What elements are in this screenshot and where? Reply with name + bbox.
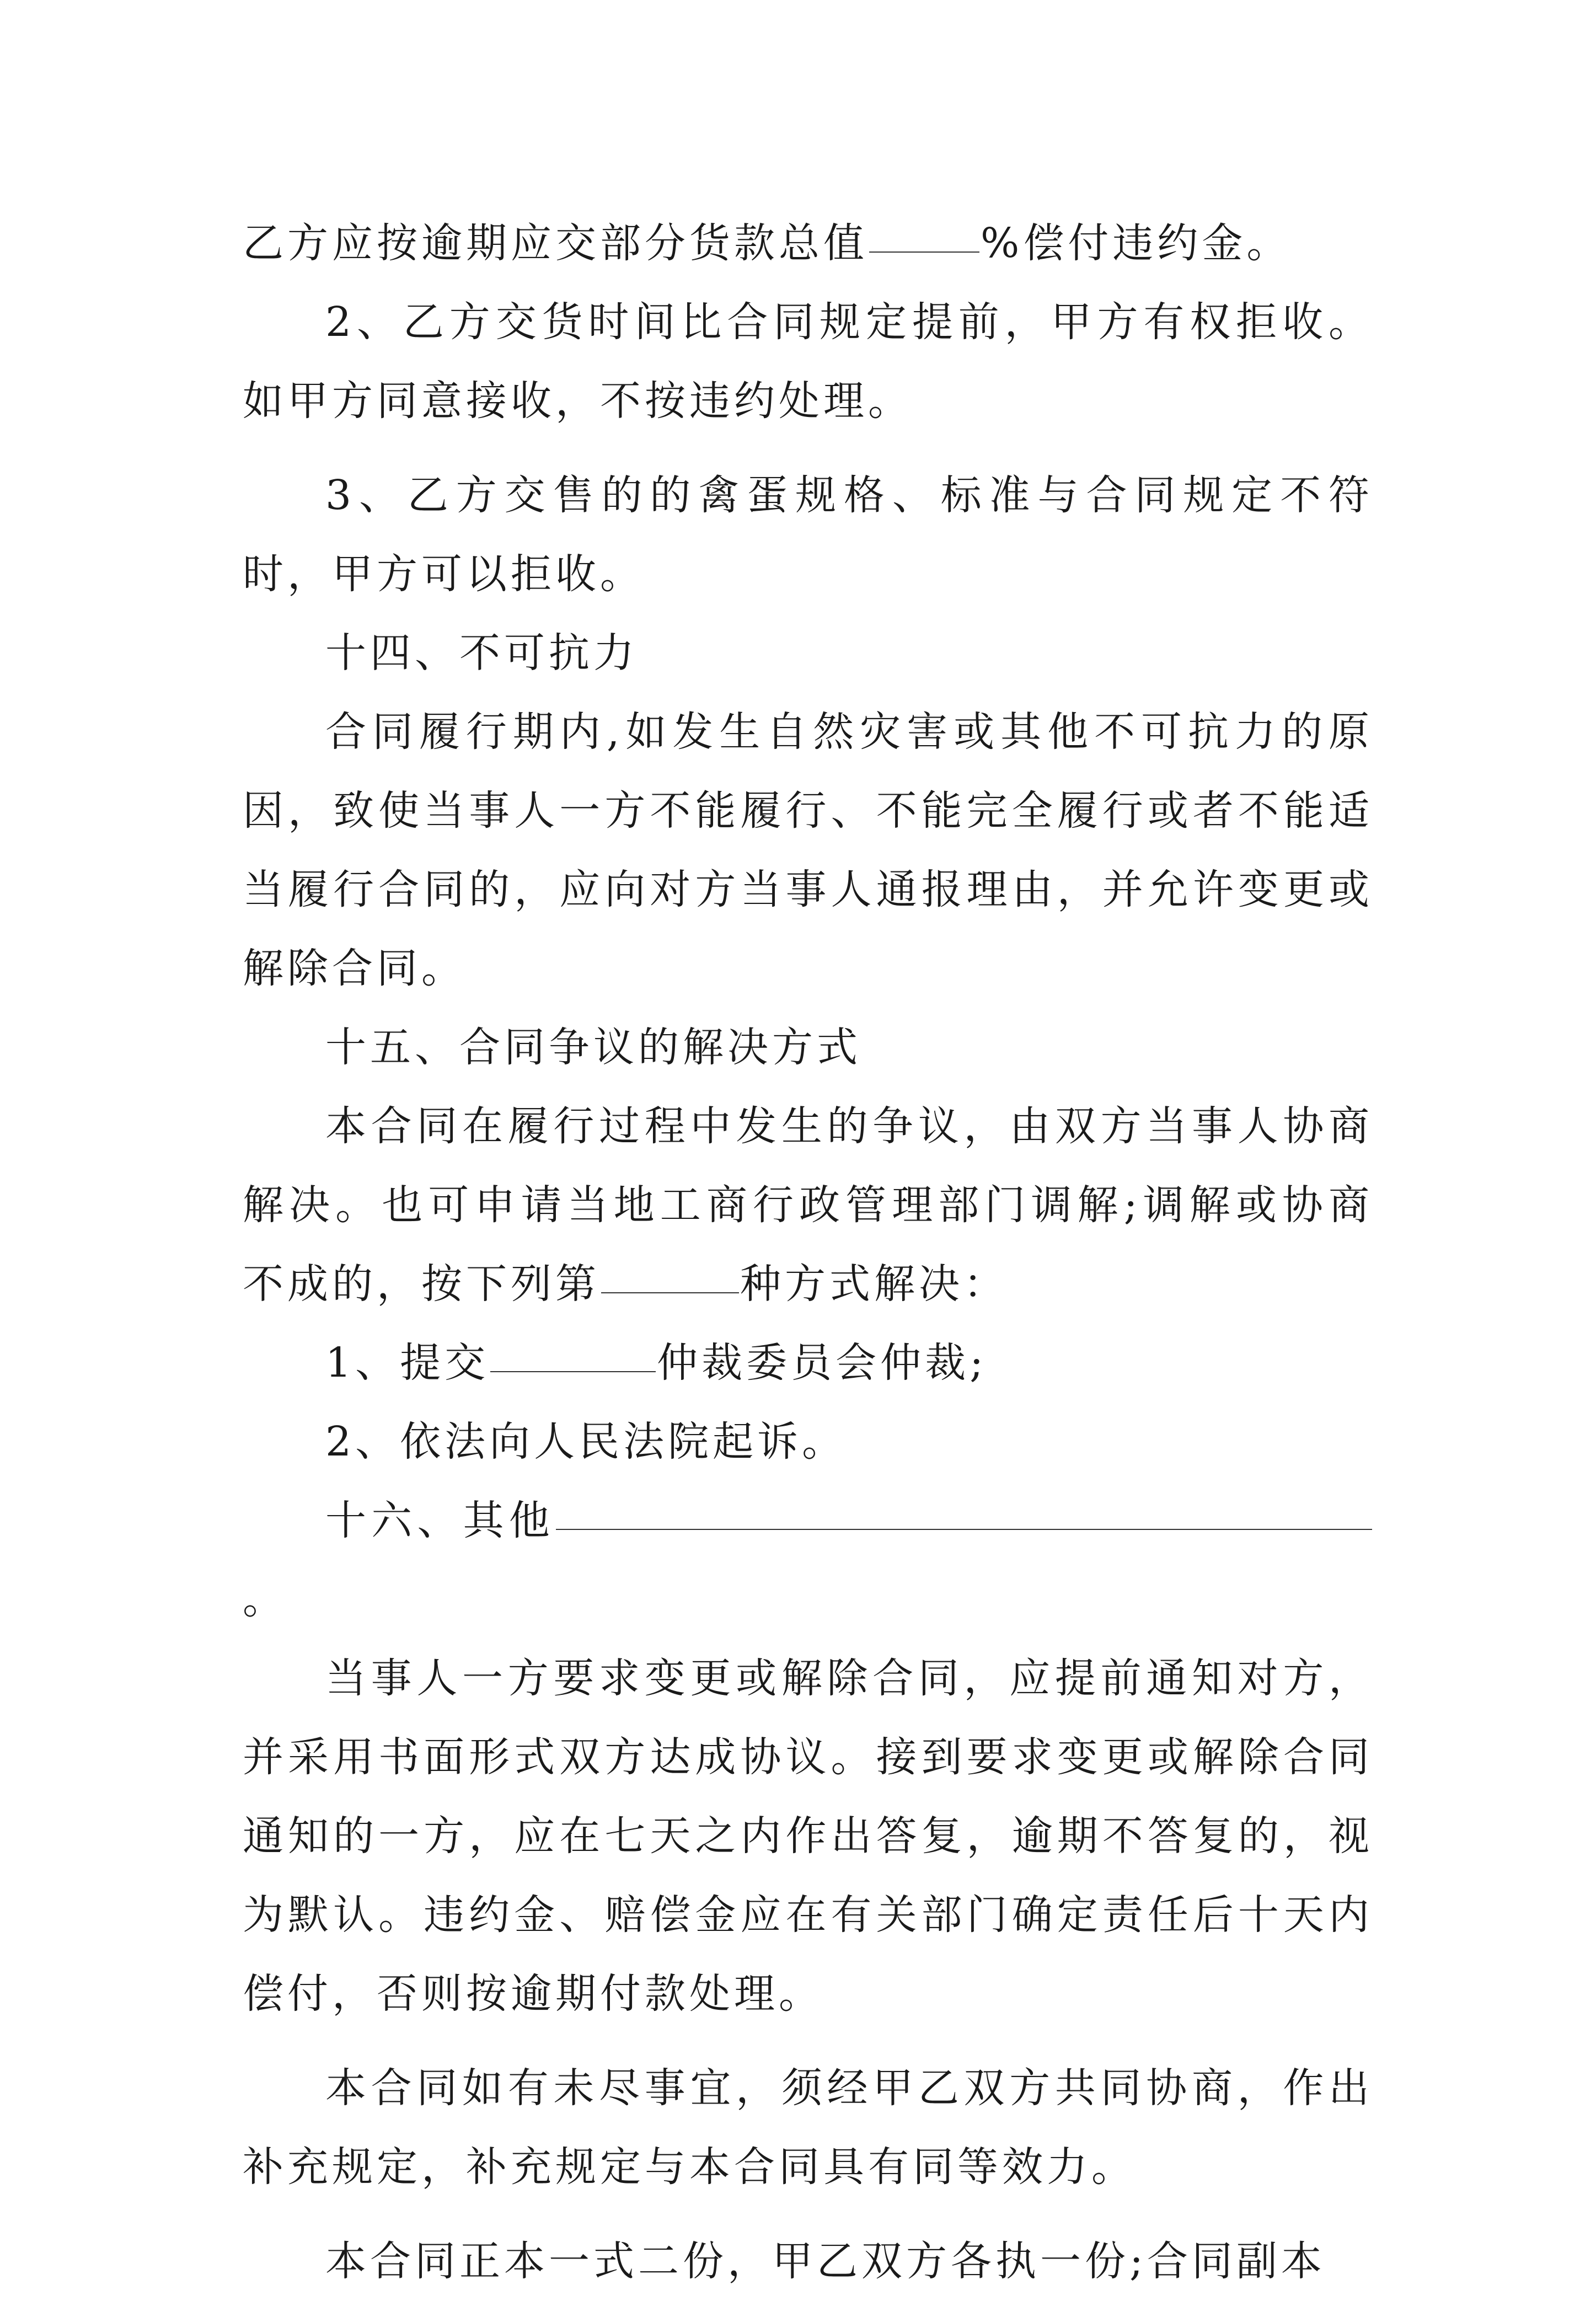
penalty-clause — [243, 204, 1373, 283]
spec-mismatch-clause: 3、乙方交售的的禽蛋规格、标准与合同规定不符时，甲方可以拒收。 — [243, 472, 1373, 598]
dispute-paragraph — [243, 1087, 1373, 1324]
other-heading-text: 十六、其他 — [325, 1497, 555, 1544]
supplement-paragraph: 本合同如有未尽事宜，须经甲乙双方共同协商，作出补充规定，补充规定与本合同具有同等效力。 — [243, 2064, 1373, 2191]
penalty-text: 乙方应按逾期应交部分货款总值 — [243, 220, 868, 267]
dispute-text: 本合同在履行过程中发生的争议，由双方当事人协商解决。也可申请当地工商行政管理部门调解;调解或协商不成的，按下列第 — [243, 1103, 1373, 1308]
arbitration-text-end: 仲裁委员会仲裁; — [657, 1339, 988, 1387]
blank-field — [869, 251, 979, 253]
blank-field — [490, 1371, 656, 1372]
document-body — [243, 204, 1373, 2301]
copies-paragraph: 本合同正本一式二份，甲乙双方各执一份;合同副本 — [325, 2238, 1326, 2285]
section-heading-force-majeure: 十四、不可抗力 — [325, 629, 638, 677]
other-heading-end: 。 — [243, 1576, 287, 1623]
arbitration-option — [243, 1324, 1373, 1403]
blank-field — [556, 1528, 1372, 1530]
force-majeure-paragraph: 合同履行期内,如发生自然灾害或其他不可抗力的原因，致使当事人一方不能履行、不能完全履行或者不能适当履行合同的，应向对方当事人通报理由，并允许变更或解除合同。 — [243, 708, 1373, 992]
court-option: 2、依法向人民法院起诉。 — [325, 1418, 847, 1465]
section-heading-other — [243, 1481, 1373, 1639]
amendment-paragraph: 当事人一方要求变更或解除合同，应提前通知对方，并采用书面形式双方达成协议。接到要求变更或解除合同通知的一方，应在七天之内作出答复，逾期不答复的，视为默认。违约金、赔偿金应在有关部门确定责任后十天内偿付，否则按逾期付款处理。 — [243, 1655, 1373, 2018]
arbitration-text: 1、提交 — [325, 1339, 490, 1387]
section-heading-dispute: 十五、合同争议的解决方式 — [325, 1024, 861, 1071]
dispute-text-end: 种方式解决： — [740, 1260, 1008, 1308]
early-delivery-clause: 2、乙方交货时间比合同规定提前，甲方有权拒收。如甲方同意接收，不按违约处理。 — [243, 298, 1373, 425]
penalty-text-end: %偿付违约金。 — [981, 220, 1292, 267]
blank-field — [601, 1292, 739, 1293]
